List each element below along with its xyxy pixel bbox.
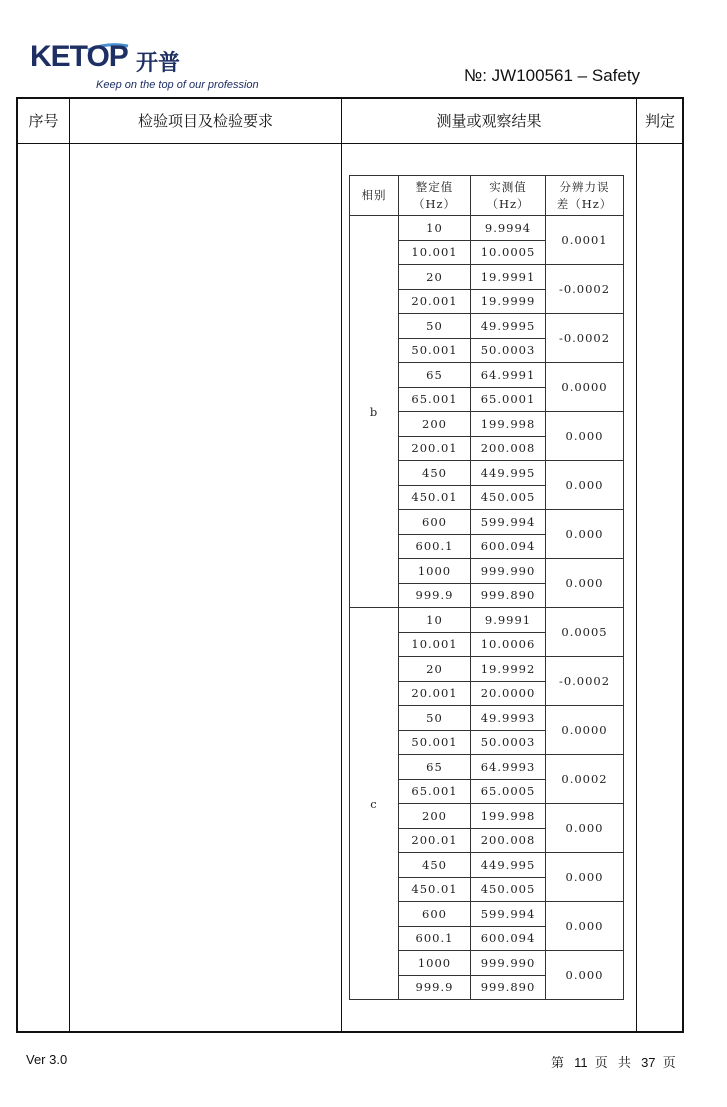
resolution-error-cell: 0.000 bbox=[546, 902, 624, 951]
set-value-cell: 450.01 bbox=[399, 485, 471, 510]
col-header-result: 测量或观察结果 bbox=[436, 112, 542, 130]
measured-value-cell: 999.990 bbox=[471, 951, 546, 976]
set-value-cell: 1000 bbox=[399, 559, 471, 584]
resolution-error-cell: 0.000 bbox=[546, 804, 624, 853]
set-value-cell: 450 bbox=[399, 461, 471, 486]
measured-value-cell: 9.9994 bbox=[471, 216, 546, 241]
set-value-cell: 20 bbox=[399, 657, 471, 682]
table-row bbox=[350, 216, 624, 241]
resolution-error-cell: -0.0002 bbox=[546, 265, 624, 314]
column-divider bbox=[341, 99, 342, 1031]
measured-value-cell: 449.995 bbox=[471, 461, 546, 486]
measured-value-cell: 10.0006 bbox=[471, 632, 546, 657]
measured-value-cell: 64.9993 bbox=[471, 755, 546, 780]
measured-value-cell: 19.9991 bbox=[471, 265, 546, 290]
measured-value-cell: 600.094 bbox=[471, 534, 546, 559]
set-value-cell: 450.01 bbox=[399, 877, 471, 902]
measured-value-cell: 600.094 bbox=[471, 926, 546, 951]
phase-cell: c bbox=[350, 608, 399, 1000]
measured-value-cell: 199.998 bbox=[471, 412, 546, 437]
set-value-cell: 20.001 bbox=[399, 289, 471, 314]
resolution-error-cell: -0.0002 bbox=[546, 314, 624, 363]
measured-value-cell: 65.0005 bbox=[471, 779, 546, 804]
header-divider bbox=[18, 143, 682, 144]
set-value-cell: 1000 bbox=[399, 951, 471, 976]
measured-value-cell: 49.9993 bbox=[471, 706, 546, 731]
th-set-value: 整定值 （Hz） bbox=[399, 176, 471, 216]
th-resolution-error: 分辨力误 差（Hz） bbox=[546, 176, 624, 216]
document-number: №: JW100561 – Safety bbox=[464, 66, 641, 85]
set-value-cell: 999.9 bbox=[399, 975, 471, 1000]
resolution-error-cell: 0.0001 bbox=[546, 216, 624, 265]
measured-value-cell: 449.995 bbox=[471, 853, 546, 878]
resolution-error-cell: -0.0002 bbox=[546, 657, 624, 706]
set-value-cell: 10 bbox=[399, 216, 471, 241]
set-value-cell: 50.001 bbox=[399, 730, 471, 755]
set-value-cell: 65.001 bbox=[399, 779, 471, 804]
measured-value-cell: 49.9995 bbox=[471, 314, 546, 339]
resolution-error-cell: 0.000 bbox=[546, 412, 624, 461]
col-header-serial: 序号 bbox=[28, 112, 59, 130]
set-value-cell: 10.001 bbox=[399, 240, 471, 265]
logo-chinese-name: 开普 bbox=[136, 51, 181, 76]
measured-value-cell: 20.0000 bbox=[471, 681, 546, 706]
set-value-cell: 600.1 bbox=[399, 926, 471, 951]
set-value-cell: 10 bbox=[399, 608, 471, 633]
measured-value-cell: 65.0001 bbox=[471, 387, 546, 412]
table-header-row bbox=[350, 176, 624, 216]
measured-value-cell: 200.008 bbox=[471, 436, 546, 461]
set-value-cell: 50.001 bbox=[399, 338, 471, 363]
measured-value-cell: 199.998 bbox=[471, 804, 546, 829]
resolution-error-cell: 0.000 bbox=[546, 559, 624, 608]
measured-value-cell: 450.005 bbox=[471, 877, 546, 902]
set-value-cell: 20.001 bbox=[399, 681, 471, 706]
measured-value-cell: 9.9991 bbox=[471, 608, 546, 633]
set-value-cell: 600 bbox=[399, 902, 471, 927]
set-value-cell: 20 bbox=[399, 265, 471, 290]
set-value-cell: 200.01 bbox=[399, 436, 471, 461]
set-value-cell: 200 bbox=[399, 804, 471, 829]
measured-value-cell: 999.990 bbox=[471, 559, 546, 584]
frequency-measurement-table bbox=[349, 175, 624, 1000]
set-value-cell: 10.001 bbox=[399, 632, 471, 657]
set-value-cell: 50 bbox=[399, 314, 471, 339]
set-value-cell: 600 bbox=[399, 510, 471, 535]
resolution-error-cell: 0.0005 bbox=[546, 608, 624, 657]
resolution-error-cell: 0.000 bbox=[546, 951, 624, 1000]
measured-value-cell: 999.890 bbox=[471, 583, 546, 608]
measured-value-cell: 200.008 bbox=[471, 828, 546, 853]
logo-tagline: Keep on the top of our profession bbox=[96, 79, 259, 91]
resolution-error-cell: 0.0000 bbox=[546, 706, 624, 755]
set-value-cell: 450 bbox=[399, 853, 471, 878]
measured-value-cell: 19.9999 bbox=[471, 289, 546, 314]
measured-value-cell: 599.994 bbox=[471, 510, 546, 535]
resolution-error-cell: 0.0002 bbox=[546, 755, 624, 804]
measured-value-cell: 50.0003 bbox=[471, 338, 546, 363]
measured-value-cell: 50.0003 bbox=[471, 730, 546, 755]
measured-value-cell: 64.9991 bbox=[471, 363, 546, 388]
resolution-error-cell: 0.000 bbox=[546, 853, 624, 902]
col-header-verdict: 判定 bbox=[644, 112, 675, 130]
column-divider bbox=[69, 99, 70, 1031]
set-value-cell: 200.01 bbox=[399, 828, 471, 853]
set-value-cell: 200 bbox=[399, 412, 471, 437]
resolution-error-cell: 0.000 bbox=[546, 510, 624, 559]
th-measured-value: 实测值 （Hz） bbox=[471, 176, 546, 216]
set-value-cell: 65 bbox=[399, 363, 471, 388]
phase-cell: b bbox=[350, 216, 399, 608]
measured-value-cell: 599.994 bbox=[471, 902, 546, 927]
footer-version: Ver 3.0 bbox=[26, 1052, 68, 1067]
set-value-cell: 65.001 bbox=[399, 387, 471, 412]
footer-page-number: 第 11 页 共 37 页 bbox=[551, 1055, 679, 1071]
set-value-cell: 600.1 bbox=[399, 534, 471, 559]
set-value-cell: 50 bbox=[399, 706, 471, 731]
resolution-error-cell: 0.000 bbox=[546, 461, 624, 510]
measured-value-cell: 19.9992 bbox=[471, 657, 546, 682]
th-phase: 相别 bbox=[350, 176, 399, 216]
column-divider bbox=[636, 99, 637, 1031]
measured-value-cell: 10.0005 bbox=[471, 240, 546, 265]
measured-value-cell: 999.890 bbox=[471, 975, 546, 1000]
set-value-cell: 65 bbox=[399, 755, 471, 780]
logo-wordmark: KETOP bbox=[30, 40, 128, 73]
set-value-cell: 999.9 bbox=[399, 583, 471, 608]
resolution-error-cell: 0.0000 bbox=[546, 363, 624, 412]
measured-value-cell: 450.005 bbox=[471, 485, 546, 510]
table-row bbox=[350, 608, 624, 633]
col-header-test-item: 检验项目及检验要求 bbox=[137, 112, 273, 130]
